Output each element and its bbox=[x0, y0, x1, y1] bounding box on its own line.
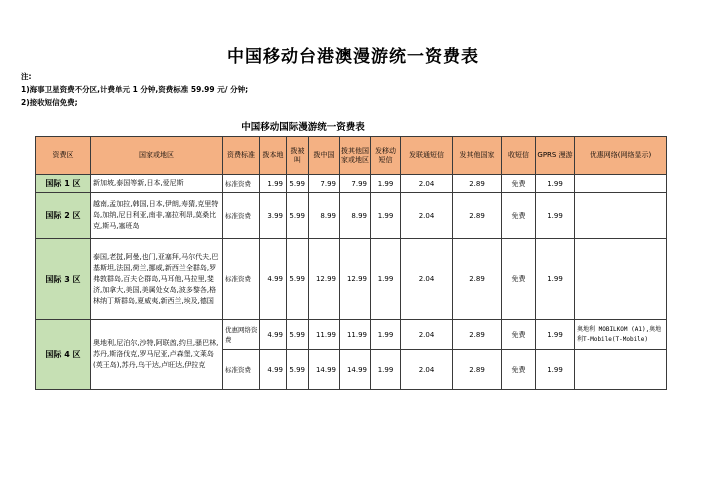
header-mobile-sms: 发移动短信 bbox=[371, 137, 401, 175]
rate-china: 12.99 bbox=[309, 239, 340, 320]
rate-china: 8.99 bbox=[309, 193, 340, 239]
table-row bbox=[36, 239, 667, 320]
rate-china: 14.99 bbox=[309, 350, 340, 390]
rate-unicom-sms: 2.04 bbox=[401, 193, 453, 239]
rate-china: 11.99 bbox=[309, 320, 340, 350]
rate-other: 12.99 bbox=[340, 239, 371, 320]
rate-called: 5.99 bbox=[287, 350, 309, 390]
network-cell bbox=[575, 350, 667, 390]
standard-cell: 标准资费 bbox=[223, 193, 260, 239]
rate-receive-sms: 免费 bbox=[502, 320, 536, 350]
rate-mobile-sms: 1.99 bbox=[371, 175, 401, 193]
rate-gprs: 1.99 bbox=[536, 193, 575, 239]
table-row bbox=[36, 175, 667, 193]
rate-receive-sms: 免费 bbox=[502, 175, 536, 193]
countries-cell: 泰国,老挝,阿曼,也门,亚塞拜,马尔代夫,巴基斯坦,法国,荷兰,挪威,新西兰全群岛,罗弗敦群岛,百夫仑群岛,马耳他,马拉里,斐济,加拿大,美国,美属处女岛,波多黎各,格林纳丁斯群岛,夏威夷,新西兰,埃及,德国 bbox=[91, 239, 223, 320]
rate-receive-sms: 免费 bbox=[502, 239, 536, 320]
zone-cell: 国际 4 区 bbox=[36, 320, 91, 390]
rate-other: 14.99 bbox=[340, 350, 371, 390]
roaming-rate-table bbox=[35, 136, 667, 390]
page-title: 中国移动台港澳漫游统一资费表 bbox=[227, 47, 479, 67]
rate-gprs: 1.99 bbox=[536, 350, 575, 390]
rate-other: 8.99 bbox=[340, 193, 371, 239]
rate-other-sms: 2.89 bbox=[453, 239, 502, 320]
rate-called: 5.99 bbox=[287, 239, 309, 320]
header-row bbox=[36, 137, 667, 175]
rate-gprs: 1.99 bbox=[536, 320, 575, 350]
header-local: 拨本地 bbox=[260, 137, 287, 175]
header-receive-sms: 收短信 bbox=[502, 137, 536, 175]
zone-cell: 国际 2 区 bbox=[36, 193, 91, 239]
rate-local: 1.99 bbox=[260, 175, 287, 193]
rate-china: 7.99 bbox=[309, 175, 340, 193]
network-cell bbox=[575, 193, 667, 239]
rate-local: 4.99 bbox=[260, 350, 287, 390]
rate-gprs: 1.99 bbox=[536, 175, 575, 193]
rate-mobile-sms: 1.99 bbox=[371, 193, 401, 239]
rate-other-sms: 2.89 bbox=[453, 320, 502, 350]
rate-gprs: 1.99 bbox=[536, 239, 575, 320]
standard-cell: 标准资费 bbox=[223, 350, 260, 390]
standard-cell: 标准资费 bbox=[223, 239, 260, 320]
notes-block bbox=[21, 70, 248, 109]
header-standard: 资费标准 bbox=[223, 137, 260, 175]
header-gprs: GPRS 漫游 bbox=[536, 137, 575, 175]
standard-cell: 标准资费 bbox=[223, 175, 260, 193]
rate-other-sms: 2.89 bbox=[453, 175, 502, 193]
zone-cell: 国际 1 区 bbox=[36, 175, 91, 193]
countries-cell: 新加坡,泰国等新,日本,爱尼斯 bbox=[91, 175, 223, 193]
countries-cell: 奥地利,尼泊尔,沙特,阿联酋,约旦,骚巴林,苏丹,斯洛伐克,罗马尼亚,卢森堡,文莱岛(英王岛),苏丹,乌干达,卢旺达,伊拉克 bbox=[91, 320, 223, 390]
table-row bbox=[36, 193, 667, 239]
rate-called: 5.99 bbox=[287, 320, 309, 350]
rate-unicom-sms: 2.04 bbox=[401, 320, 453, 350]
table-title: 中国移动国际漫游统一资费表 bbox=[241, 122, 365, 133]
rate-other: 7.99 bbox=[340, 175, 371, 193]
note-2: 2)接收短信免费; bbox=[21, 98, 78, 107]
rate-other-sms: 2.89 bbox=[453, 193, 502, 239]
rate-called: 5.99 bbox=[287, 175, 309, 193]
header-other-sms: 发其他国家 bbox=[453, 137, 502, 175]
header-china: 拨中国 bbox=[309, 137, 340, 175]
network-cell: 奥地利 MOBILKOM (A1),奥地利T-Mobile(T-Mobile) bbox=[575, 320, 667, 350]
notes-label: 注: bbox=[21, 72, 32, 81]
header-zone: 资费区 bbox=[36, 137, 91, 175]
rate-mobile-sms: 1.99 bbox=[371, 350, 401, 390]
rate-mobile-sms: 1.99 bbox=[371, 320, 401, 350]
header-unicom-sms: 发联通短信 bbox=[401, 137, 453, 175]
zone-cell: 国际 3 区 bbox=[36, 239, 91, 320]
rate-mobile-sms: 1.99 bbox=[371, 239, 401, 320]
rate-other-sms: 2.89 bbox=[453, 350, 502, 390]
note-1: 1)海事卫星资费不分区,计费单元 1 分钟,资费标准 59.99 元/ 分钟; bbox=[21, 85, 249, 94]
rate-unicom-sms: 2.04 bbox=[401, 175, 453, 193]
rate-local: 4.99 bbox=[260, 320, 287, 350]
rate-receive-sms: 免费 bbox=[502, 350, 536, 390]
network-cell bbox=[575, 239, 667, 320]
header-network: 优惠网络(网络显示) bbox=[575, 137, 667, 175]
countries-cell: 越南,孟加拉,韩国,日本,伊朗,寿猜,克里特岛,加纳,尼日利亚,南非,塞拉利昂,莫桑比克,斯马,塞班岛 bbox=[91, 193, 223, 239]
rate-called: 5.99 bbox=[287, 193, 309, 239]
rate-local: 3.99 bbox=[260, 193, 287, 239]
standard-cell: 优惠网络资费 bbox=[223, 320, 260, 350]
header-countries: 国家或地区 bbox=[91, 137, 223, 175]
header-called: 拨被叫 bbox=[287, 137, 309, 175]
rate-receive-sms: 免费 bbox=[502, 193, 536, 239]
network-cell bbox=[575, 175, 667, 193]
rate-local: 4.99 bbox=[260, 239, 287, 320]
rate-unicom-sms: 2.04 bbox=[401, 239, 453, 320]
rate-other: 11.99 bbox=[340, 320, 371, 350]
header-other-countries: 拨其他国家或地区 bbox=[340, 137, 371, 175]
table-row bbox=[36, 320, 667, 350]
rate-unicom-sms: 2.04 bbox=[401, 350, 453, 390]
